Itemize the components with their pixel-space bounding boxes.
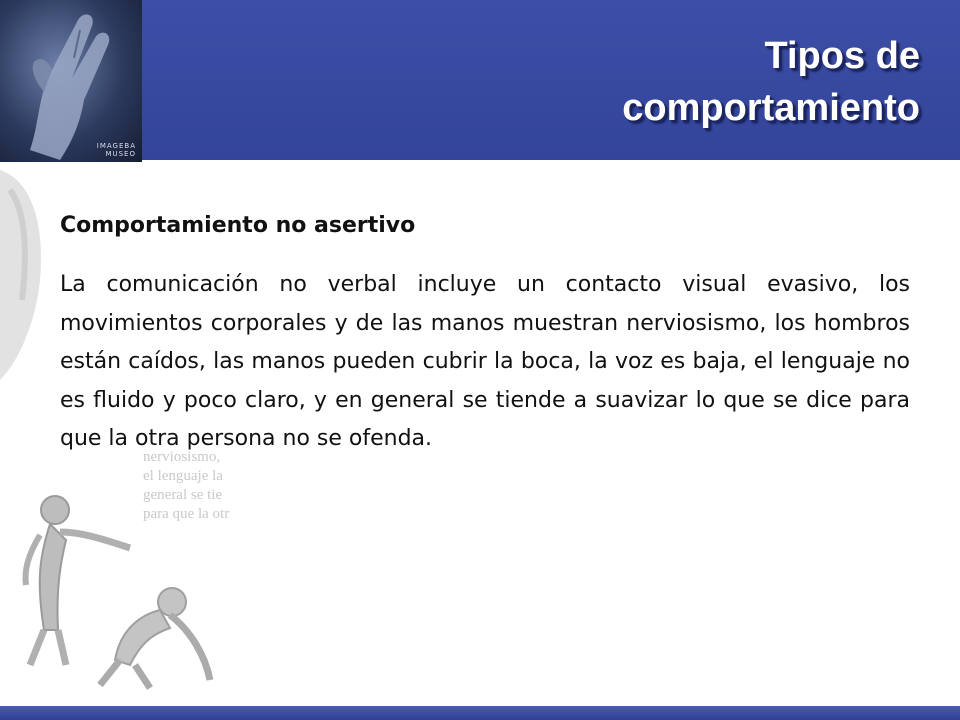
- footer-bar: [0, 706, 960, 720]
- section-subtitle: Comportamiento no asertivo: [60, 213, 416, 238]
- body-paragraph: La comunicación no verbal incluye un contacto visual evasivo, los movimientos corporales y de las manos muestran nerviosismo, los hombros están caídos, las manos pueden cubrir la boca, la voz es baja, el lenguaje no es fluido y poco claro, y en general se tiende a suavizar lo que se dice para que la otra persona no se ofenda.: [60, 272, 910, 451]
- photo-caption: IMAGEBA MUSEO: [96, 142, 136, 158]
- title-line-2: comportamiento: [622, 87, 920, 129]
- page-title: [400, 30, 920, 134]
- background-ghost-text: nerviosismo, el lenguaje la general se tie para que la otr: [143, 449, 230, 522]
- slide-content: [60, 208, 910, 459]
- kneeling-figure-icon: [100, 588, 210, 688]
- title-line-1: Tipos de: [764, 35, 920, 77]
- crossed-fingers-photo: [0, 0, 142, 162]
- pointing-figure-icon: [26, 496, 130, 665]
